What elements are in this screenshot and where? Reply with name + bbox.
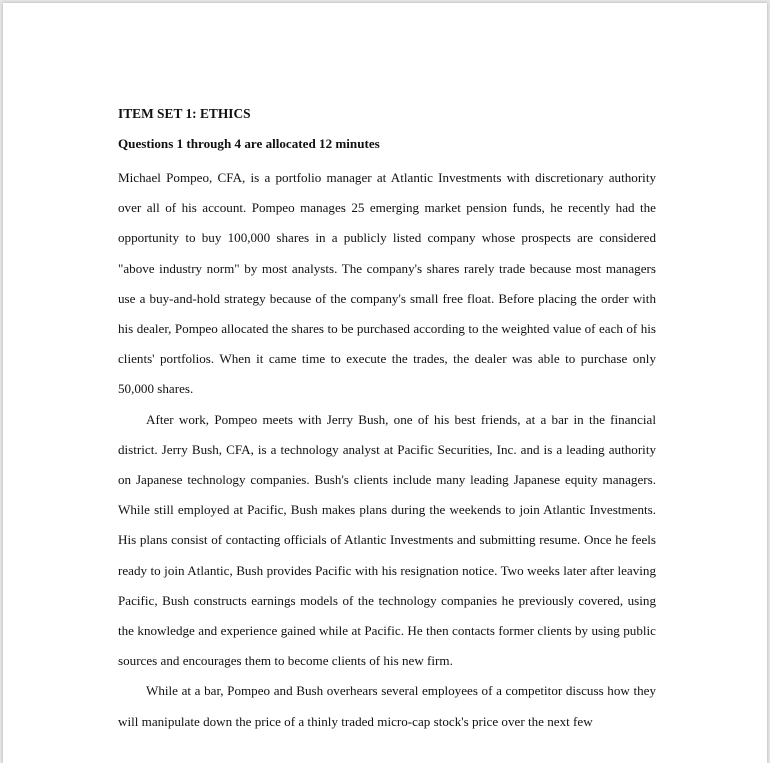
paragraph-bush-resignation: After work, Pompeo meets with Jerry Bush, one of his best friends, at a bar in the financial district. Jerry Bush, CFA, is a technology analyst at Pacific Securities, Inc. and is a leading authority on Japanese technology companies. Bush's clients include many leading Japanese equity managers. While still employed at Pacific, Bush makes plans during the weekends to join Atlantic Investments. His plans consist of contacting officials of Atlantic Investments and submitting resume. Once he feels ready to join Atlantic, Bush provides Pacific with his resignation notice. Two weeks later after leaving Pacific, Bush constructs earnings models of the technology companies he previously covered, using the knowledge and experience gained while at Pacific. He then contacts former clients by using public sources and encourages them to become clients of his new firm. (118, 411, 656, 669)
document-body (118, 104, 656, 737)
paragraph-pompeo-allocation: Michael Pompeo, CFA, is a portfolio manager at Atlantic Investments with discretionary authority over all of his account. Pompeo manages 25 emerging market pension funds, he recently had the opportunity to buy 100,000 shares in a publicly listed company whose prospects are considered "above industry norm" by most analysts. The company's shares rarely trade because most managers use a buy-and-hold strategy because of the company's small free float. Before placing the order with his dealer, Pompeo allocated the shares to be purchased according to the weighted value of each of his clients' portfolios. When it came time to execute the trades, the dealer was able to purchase only 50,000 shares. (118, 170, 656, 397)
allocation-subtitle: Questions 1 through 4 are allocated 12 minutes (118, 136, 380, 151)
document-page (3, 3, 767, 763)
item-set-title: ITEM SET 1: ETHICS (118, 106, 251, 121)
paragraph-bar-overheard: While at a bar, Pompeo and Bush overhears several employees of a competitor discuss how they will manipulate down the price of a thinly traded micro-cap stock's price over the next few (118, 683, 656, 729)
